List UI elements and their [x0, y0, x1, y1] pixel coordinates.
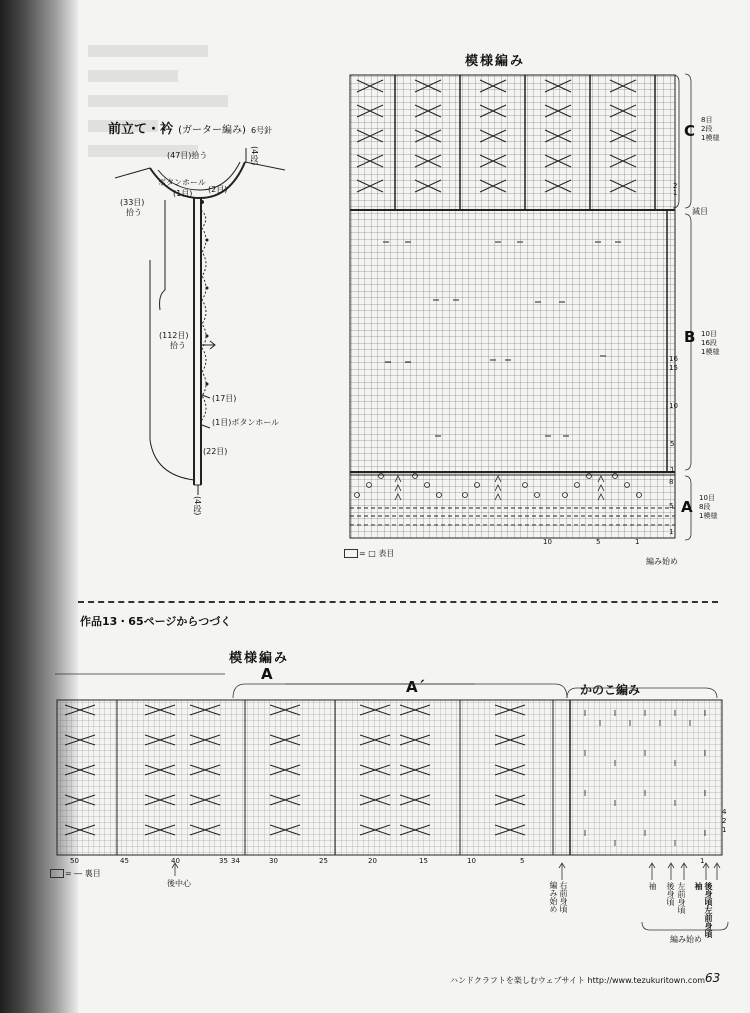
collar-rows-bottom: (4段) — [193, 496, 202, 516]
col-number: 1 — [635, 538, 640, 546]
collar-title: 前立て・衿 — [108, 122, 174, 137]
collar-pick33-b: 拾う — [126, 208, 142, 217]
back-center-label: 後中心 — [167, 879, 191, 888]
row-number: 1 — [670, 466, 675, 474]
col-number: 5 — [596, 538, 601, 546]
row-number: 15 — [669, 364, 678, 372]
bottom-col-number: 25 — [319, 857, 328, 865]
collar-st1: (1目) — [173, 189, 193, 198]
section-a-note — [699, 494, 717, 521]
pattern-bottom-legend — [50, 868, 101, 879]
section-c-note-line: 2段 — [701, 125, 713, 133]
bottom-start-label: 編み始め — [549, 881, 558, 913]
section-a-note-line: 8段 — [699, 503, 711, 511]
section-c-note — [701, 116, 719, 143]
section-a-label: A — [681, 498, 693, 516]
bottom-row-numbers — [722, 808, 726, 835]
section-b-note-line: 16段 — [701, 339, 717, 347]
row-number: 10 — [669, 402, 678, 410]
collar-pick-top: (47目)拾う — [167, 151, 208, 160]
pattern-top-title: 模様編み — [465, 54, 526, 69]
collar-rows-top: (4段) — [250, 146, 259, 166]
back-label: 後身頃 — [666, 882, 675, 906]
collar-pick112-b: 拾う — [170, 341, 186, 350]
footer-text: ハンドクラフトを楽しむウェブサイト http://www.tezukuritown.com — [450, 976, 706, 985]
pattern-bottom-title: 模様編み — [229, 651, 290, 666]
bottom-start2-label: 編み始め — [670, 935, 702, 944]
legend-knit-symbol — [344, 549, 358, 558]
row-number: 5 — [669, 502, 674, 510]
section-a-note-line: 10目 — [699, 494, 715, 502]
bottom-section-a: A — [261, 665, 273, 683]
back-left-front-label: 後身頃左前身頃 — [704, 882, 713, 938]
section-b-label: B — [684, 328, 696, 346]
row-number: 2 — [673, 182, 678, 190]
continuation-heading: 作品13・65ページからつづく — [80, 615, 232, 628]
col-number: 10 — [543, 538, 552, 546]
collar-pick33-a: (33目) — [120, 198, 145, 207]
section-b-note-line: 1模様 — [701, 348, 720, 356]
bottom-col-number: 15 — [419, 857, 428, 865]
sleeve-label: 袖 — [648, 882, 657, 890]
bottom-col-number: 40 — [171, 857, 180, 865]
collar-st17: (17目) — [212, 394, 237, 403]
row-number: 1 — [669, 528, 674, 536]
bottom-row-number: 4 — [722, 808, 727, 816]
row-number: 16 — [669, 355, 678, 363]
legend-purl-symbol — [50, 869, 64, 878]
row-number: 1 — [673, 189, 678, 197]
bottom-col-number: 30 — [269, 857, 278, 865]
bottom-col-number: 5 — [520, 857, 525, 865]
needle-size: 6号針 — [251, 126, 273, 135]
left-front-label: 左前身頃 — [677, 882, 686, 914]
section-c-note-line: 1模様 — [701, 134, 720, 142]
section-b-note-line: 10目 — [701, 330, 717, 338]
pattern-top-chart — [345, 70, 680, 550]
right-front-label: 右前身頃 — [559, 881, 568, 913]
bottom-col-number: 1 — [700, 857, 705, 865]
bottom-col-number: 20 — [368, 857, 377, 865]
row-number: 8 — [669, 478, 674, 486]
pattern-top-start: 編み始め — [646, 557, 678, 566]
collar-subtitle: (ガーター編み) — [178, 125, 246, 136]
collar-st2: (2目) — [208, 185, 228, 194]
section-c-label: C — [684, 122, 696, 140]
legend-purl-text: = ― 裏目 — [65, 869, 101, 878]
page-number: 63 — [705, 971, 721, 985]
pattern-bottom-chart — [55, 690, 735, 860]
pattern-top-legend — [344, 548, 394, 559]
legend-knit-text: = □ 表目 — [359, 549, 395, 558]
collar-diagram — [110, 140, 370, 520]
collar-pick112-a: (112目) — [159, 331, 189, 340]
collar-buttonhole-1: (1目)ボタンホール — [212, 418, 280, 427]
collar-buttonhole-top: ボタンホール — [158, 178, 206, 187]
bottom-section-kanoko: かのこ編み — [580, 683, 641, 697]
collar-st22: (22目) — [203, 447, 228, 456]
section-divider — [78, 601, 718, 603]
bottom-pointer-arrows — [150, 862, 750, 902]
row-number: 5 — [670, 440, 675, 448]
bottom-col-number: 35 — [219, 857, 228, 865]
bottom-col-number: 10 — [467, 857, 476, 865]
bottom-col-number: 45 — [120, 857, 129, 865]
bottom-row-number: 1 — [722, 826, 727, 834]
pattern-top-brackets — [683, 72, 703, 542]
section-c-note-line: 8目 — [701, 116, 713, 124]
section-b-note — [701, 330, 719, 357]
bottom-col-number: 50 — [70, 857, 79, 865]
bottom-section-a2: A´ — [406, 678, 426, 696]
bottom-row-number: 2 — [722, 817, 727, 825]
sleeve2-label: 袖 — [694, 882, 703, 890]
bottom-col-number: 34 — [231, 857, 240, 865]
section-a-note-line: 1模様 — [699, 512, 718, 520]
decrease-label: 減目 — [692, 207, 708, 216]
collar-heading — [108, 118, 272, 137]
page-gutter-shadow — [0, 0, 78, 1013]
